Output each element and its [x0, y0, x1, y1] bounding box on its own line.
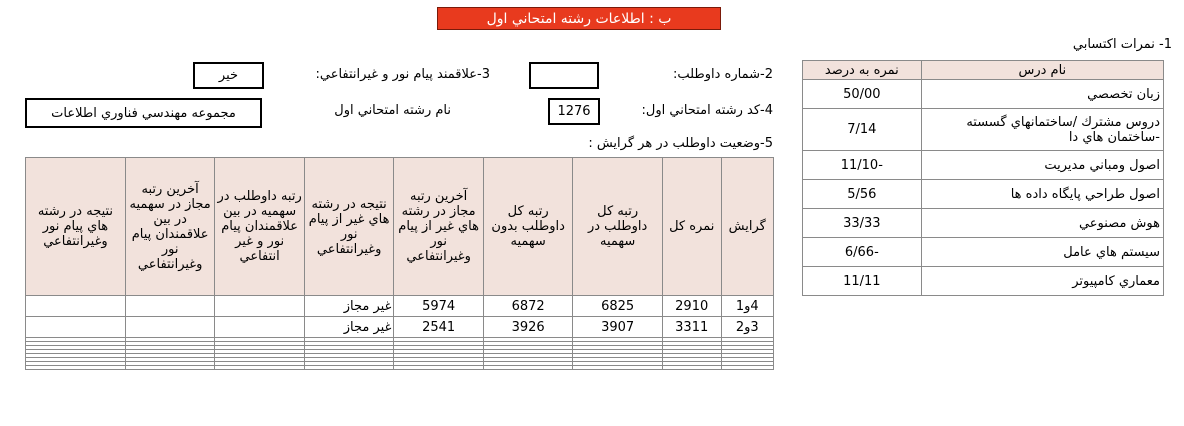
table-row — [803, 209, 1164, 238]
course-score: -11/10 — [803, 151, 922, 180]
cell-rank-no-quota: 3926 — [483, 317, 573, 338]
cell-trend: 3و2 — [721, 317, 773, 338]
trends-table — [25, 157, 774, 370]
course-score: -6/66 — [803, 238, 922, 267]
field-name-field: مجموعه مهندسي فناوري اطلاعات — [25, 98, 262, 128]
course-name: معماري كامپيوتر — [921, 267, 1163, 296]
course-score: 7/14 — [803, 109, 922, 151]
cell-last-allowed-rank-pnu — [125, 317, 215, 338]
col-result: نتيجه در رشته هاي غير از پيام نور وغيرانتفاعي — [304, 158, 394, 296]
col-last-allowed-rank: آخرين رتبه مجاز در رشته هاي غير از پيام نور وغيرانتفاعي — [394, 158, 484, 296]
table-row — [803, 80, 1164, 109]
cell-rank-no-quota: 6872 — [483, 296, 573, 317]
cell-total-score: 3311 — [662, 317, 721, 338]
table-row — [803, 238, 1164, 267]
cell-result: غير مجاز — [304, 317, 394, 338]
table-row — [803, 267, 1164, 296]
col-last-allowed-rank-pnu: آخرين رتبه مجاز در سهميه در بين علاقمندان پيام نور وغيرانتفاعي — [125, 158, 215, 296]
col-rank-quota: رتبه كل داوطلب در سهميه — [573, 158, 663, 296]
cell-rank-quota: 6825 — [573, 296, 663, 317]
col-score-percent: نمره به درصد — [803, 61, 922, 80]
field-code-label: 4-كد رشته امتحاني اول: — [641, 103, 773, 118]
col-rank-no-quota: رتبه كل داوطلب بدون سهميه — [483, 158, 573, 296]
course-name: اصول ومباني مديريت — [921, 151, 1163, 180]
candidate-number-label: 2-شماره داوطلب: — [672, 67, 773, 82]
table-row — [26, 296, 774, 317]
cell-result-pnu — [26, 317, 126, 338]
cell-last-allowed-rank: 5974 — [394, 296, 484, 317]
course-name: زبان تخصصي — [921, 80, 1163, 109]
empty-row — [26, 366, 774, 370]
course-name: اصول طراحي پايگاه داده ها — [921, 180, 1163, 209]
table-row — [803, 109, 1164, 151]
course-score: 33/33 — [803, 209, 922, 238]
field-code-field: 1276 — [548, 98, 600, 125]
table-row — [26, 317, 774, 338]
interest-label: 3-علاقمند پيام نور و غيرانتفاعي: — [315, 67, 490, 82]
table-row — [803, 151, 1164, 180]
cell-trend: 4و1 — [721, 296, 773, 317]
course-score: 11/11 — [803, 267, 922, 296]
cell-total-score: 2910 — [662, 296, 721, 317]
col-rank-pnu: رتبه داوطلب در سهميه در بين علاقمندان پيام نور و غير انتفاعي — [215, 158, 305, 296]
course-name: هوش مصنوعي — [921, 209, 1163, 238]
cell-rank-pnu — [215, 296, 305, 317]
cell-result: غير مجاز — [304, 296, 394, 317]
course-score: 50/00 — [803, 80, 922, 109]
col-result-pnu: نتيجه در رشته هاي پيام نور وغيرانتفاعي — [26, 158, 126, 296]
cell-rank-pnu — [215, 317, 305, 338]
field-name-label: نام رشته امتحاني اول — [334, 103, 451, 118]
interest-field: خير — [193, 62, 264, 89]
col-total-score: نمره كل — [662, 158, 721, 296]
candidate-number-field — [529, 62, 599, 89]
cell-last-allowed-rank: 2541 — [394, 317, 484, 338]
col-trend: گرايش — [721, 158, 773, 296]
cell-result-pnu — [26, 296, 126, 317]
table-row — [803, 180, 1164, 209]
cell-rank-quota: 3907 — [573, 317, 663, 338]
course-score: 5/56 — [803, 180, 922, 209]
section-title: ب : اطلاعات رشته امتحاني اول — [437, 7, 721, 30]
col-course-name: نام درس — [921, 61, 1163, 80]
cell-last-allowed-rank-pnu — [125, 296, 215, 317]
status-heading: 5-وضعيت داوطلب در هر گرايش : — [588, 136, 773, 151]
course-name: دروس مشترك /ساختمانهاي گسسته -ساختمان هاي دا — [921, 109, 1163, 151]
grades-table — [802, 60, 1164, 296]
grades-heading: 1- نمرات اكتسابي — [1072, 37, 1172, 52]
course-name: سيستم هاي عامل — [921, 238, 1163, 267]
